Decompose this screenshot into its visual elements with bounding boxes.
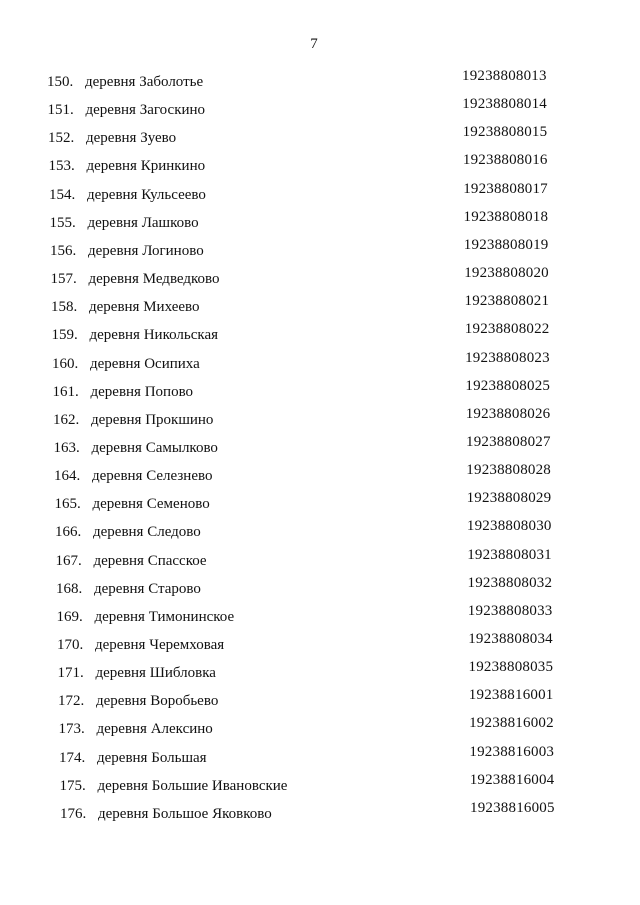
item-number: 151. [47,102,74,119]
item-number: 164. [54,468,81,485]
list-item [53,410,213,430]
list-item [49,156,206,176]
settlement-name: деревня Самылково [91,439,218,456]
list-item [60,804,272,824]
settlement-name: деревня Семеново [92,496,210,513]
list-item [55,522,201,542]
oktmo-code: 19238808029 [466,490,552,507]
oktmo-code: 19238808033 [467,602,553,619]
settlement-name: деревня Следово [93,524,201,541]
item-number: 171. [57,665,84,682]
list-item [48,100,206,120]
item-number: 166. [55,524,82,541]
item-number: 163. [53,439,80,456]
item-number: 176. [60,805,87,822]
oktmo-code: 19238808031 [467,546,552,563]
list-item [50,213,199,233]
item-number: 152. [48,130,75,147]
settlement-name: деревня Тимонинское [94,608,235,625]
oktmo-code: 19238808028 [466,462,551,479]
settlement-name: деревня Лашково [87,214,199,231]
item-number: 160. [52,355,79,372]
settlement-name: деревня Михеево [89,299,200,316]
oktmo-code: 19238808014 [462,96,547,113]
settlement-name: деревня Зуево [86,130,177,147]
settlement-name: деревня Спасское [93,552,207,569]
settlement-name: деревня Алексино [96,721,213,738]
oktmo-code: 19238808026 [465,405,551,422]
item-number: 153. [48,158,75,175]
item-number: 154. [49,186,76,203]
oktmo-code: 19238808035 [468,659,554,676]
item-number: 158. [51,299,78,316]
oktmo-code: 19238816002 [469,715,554,732]
list-item [47,72,203,92]
oktmo-code: 19238808025 [465,377,551,394]
list-item [54,466,212,486]
oktmo-code: 19238808021 [464,293,550,310]
list-item [58,663,216,683]
item-number: 150. [47,74,74,90]
item-number: 159. [51,327,78,344]
list-item [52,354,200,374]
oktmo-code: 19238808018 [463,208,549,225]
oktmo-code: 19238808034 [468,631,553,647]
list-item [59,719,213,739]
settlement-name: деревня Большое Яковково [98,805,272,822]
oktmo-code: 19238808032 [467,574,553,591]
oktmo-code: 19238808013 [462,68,547,84]
item-number: 169. [56,608,83,625]
settlement-name: деревня Воробьево [96,693,219,710]
list-item [51,297,200,317]
item-number: 168. [56,580,83,597]
settlement-name: деревня Осипиха [90,355,200,372]
settlement-name: деревня Селезнево [92,468,213,485]
list-item [54,438,218,458]
list-item [57,635,224,655]
item-number: 174. [59,749,86,766]
item-number: 165. [54,496,81,513]
item-number: 157. [50,271,77,287]
oktmo-code: 19238808020 [464,265,549,281]
list-item [50,241,204,261]
oktmo-code: 19238808019 [463,236,549,253]
settlement-name: деревня Черемховая [95,637,225,653]
settlement-name: деревня Кульсеево [87,186,206,203]
item-number: 175. [59,777,86,794]
item-number: 173. [58,721,85,738]
item-number: 156. [50,242,77,259]
list-item [60,776,288,796]
settlement-name: деревня Кринкино [86,158,206,175]
oktmo-code: 19238816004 [469,771,555,788]
item-number: 155. [49,214,76,231]
list-item [52,325,219,345]
item-number: 161. [52,383,79,400]
list-item [53,382,194,402]
list-item [55,494,210,514]
item-number: 167. [55,552,82,569]
oktmo-code: 19238808027 [466,433,551,450]
list-item [51,269,220,289]
list-item [49,185,206,205]
settlement-name: деревня Шибловка [95,665,216,682]
oktmo-code: 19238808015 [462,124,548,141]
list-item [59,748,207,768]
list-item [56,551,207,571]
item-number: 162. [53,411,80,428]
settlement-name: деревня Попово [90,383,194,400]
oktmo-code: 19238808017 [463,180,548,197]
oktmo-code: 19238808016 [462,152,548,169]
oktmo-code: 19238816001 [468,687,554,704]
list-item [58,691,218,711]
settlement-name: деревня Никольская [89,327,218,344]
settlement-name: деревня Медведково [88,271,220,287]
settlement-name: деревня Большая [97,749,207,766]
list-item [56,579,201,599]
settlement-name: деревня Логиново [88,242,204,259]
settlement-name: деревня Прокшино [91,411,214,428]
settlement-name: деревня Большие Ивановские [97,777,288,794]
settlement-name: деревня Заболотье [85,74,204,90]
page-number: 7 [310,36,318,52]
oktmo-code: 19238808023 [465,349,550,366]
oktmo-code: 19238808022 [464,321,550,338]
item-number: 170. [57,637,84,653]
settlement-name: деревня Старово [94,580,201,597]
oktmo-code: 19238816003 [469,743,555,760]
list-item [48,128,176,148]
item-number: 172. [58,693,85,710]
list-item [57,607,235,627]
settlement-name: деревня Загоскино [85,102,206,119]
oktmo-code: 19238808030 [466,518,552,535]
oktmo-code: 19238816005 [470,799,555,816]
